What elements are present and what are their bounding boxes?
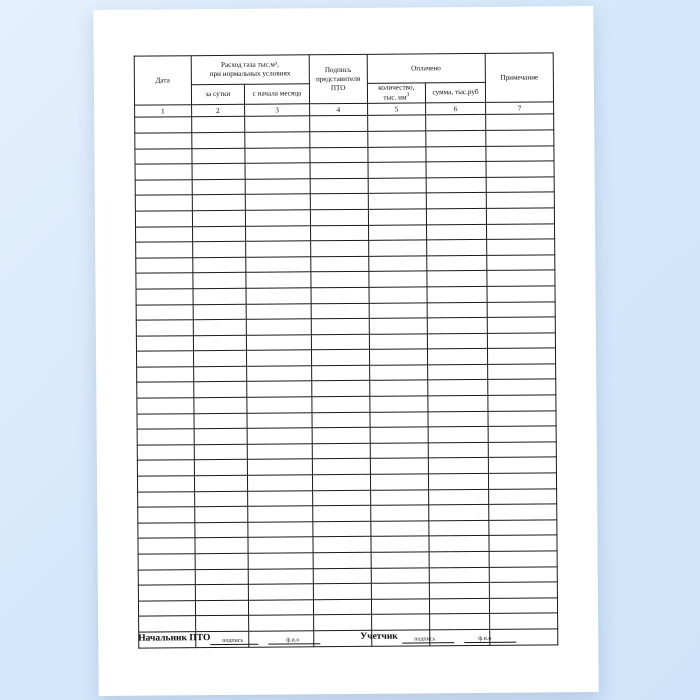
cell-col-1[interactable] xyxy=(137,460,194,476)
cell-col-5[interactable] xyxy=(368,224,427,240)
cell-col-1[interactable] xyxy=(138,507,195,523)
cell-col-3[interactable] xyxy=(245,194,310,210)
cell-col-4[interactable] xyxy=(312,396,370,412)
cell-col-5[interactable] xyxy=(370,489,429,505)
cell-col-5[interactable] xyxy=(370,427,429,443)
header-quantity-line2: тыс. нм xyxy=(383,93,407,103)
cell-col-2[interactable] xyxy=(191,132,245,148)
colnum-5: 5 xyxy=(367,103,426,115)
cell-col-3[interactable] xyxy=(247,475,312,491)
cell-col-5[interactable] xyxy=(369,380,428,396)
cell-col-1[interactable] xyxy=(137,398,194,414)
cell-col-6[interactable] xyxy=(429,473,489,489)
cell-col-5[interactable] xyxy=(367,146,426,162)
cell-col-3[interactable] xyxy=(247,444,312,460)
cell-col-4[interactable] xyxy=(310,147,368,163)
cell-col-1[interactable] xyxy=(138,538,195,554)
cell-col-3[interactable] xyxy=(246,288,311,304)
header-gas-line1: Расход газа тыс.м³, xyxy=(221,60,279,69)
paper-sheet xyxy=(93,6,598,696)
cell-col-1[interactable] xyxy=(135,164,192,180)
cell-col-5[interactable] xyxy=(367,115,426,131)
cell-col-4[interactable] xyxy=(310,162,368,178)
cell-col-4[interactable] xyxy=(313,568,371,584)
signature-footer xyxy=(138,624,558,661)
cell-col-3[interactable] xyxy=(248,537,313,553)
cell-col-3[interactable] xyxy=(246,241,311,257)
cell-col-6[interactable] xyxy=(426,115,486,131)
cell-col-1[interactable] xyxy=(138,554,195,570)
cell-col-5[interactable] xyxy=(368,178,427,194)
cell-col-1[interactable] xyxy=(138,585,195,601)
cell-col-7[interactable] xyxy=(489,566,557,582)
cell-col-3[interactable] xyxy=(247,397,312,413)
cell-col-5[interactable] xyxy=(370,521,429,537)
cell-col-7[interactable] xyxy=(488,488,556,504)
cell-col-1[interactable] xyxy=(135,195,192,211)
cell-col-4[interactable] xyxy=(313,537,371,553)
cell-col-6[interactable] xyxy=(426,177,486,193)
cell-col-6[interactable] xyxy=(427,208,487,224)
cell-col-6[interactable] xyxy=(428,411,488,427)
cell-col-7[interactable] xyxy=(487,348,555,364)
cell-col-3[interactable] xyxy=(247,428,312,444)
cell-col-2[interactable] xyxy=(194,413,248,429)
cell-col-4[interactable] xyxy=(313,552,371,568)
cell-col-7[interactable] xyxy=(488,379,556,395)
cell-col-1[interactable] xyxy=(135,117,192,133)
cell-col-4[interactable] xyxy=(310,194,368,210)
cell-col-1[interactable] xyxy=(137,367,194,383)
cell-col-6[interactable] xyxy=(428,349,488,365)
cell-col-1[interactable] xyxy=(135,133,192,149)
cell-col-4[interactable] xyxy=(311,287,369,303)
cell-col-5[interactable] xyxy=(368,256,427,272)
cell-col-1[interactable] xyxy=(137,413,194,429)
cell-col-5[interactable] xyxy=(371,583,430,599)
cell-col-6[interactable] xyxy=(427,255,487,271)
cell-col-1[interactable] xyxy=(136,289,193,305)
cell-col-1[interactable] xyxy=(136,335,193,351)
cell-col-7[interactable] xyxy=(487,255,555,271)
cell-col-2[interactable] xyxy=(191,148,245,164)
cell-col-2[interactable] xyxy=(193,335,247,351)
cell-col-1[interactable] xyxy=(136,351,193,367)
cell-col-3[interactable] xyxy=(245,163,310,179)
cell-col-5[interactable] xyxy=(369,287,428,303)
cell-col-4[interactable] xyxy=(311,240,369,256)
colnum-1: 1 xyxy=(135,105,192,117)
cell-col-2[interactable] xyxy=(194,491,248,507)
cell-col-7[interactable] xyxy=(487,317,555,333)
header-note: Примечание xyxy=(485,53,553,103)
cell-col-5[interactable] xyxy=(369,349,428,365)
cell-col-3[interactable] xyxy=(245,116,310,132)
cell-col-3[interactable] xyxy=(248,584,313,600)
cell-col-1[interactable] xyxy=(137,445,194,461)
cell-col-4[interactable] xyxy=(310,225,368,241)
cell-col-3[interactable] xyxy=(248,568,313,584)
cell-col-3[interactable] xyxy=(246,319,311,335)
cell-col-2[interactable] xyxy=(193,397,247,413)
colnum-4: 4 xyxy=(309,104,367,116)
cell-col-3[interactable] xyxy=(245,147,310,163)
cell-col-5[interactable] xyxy=(371,567,430,583)
cell-col-5[interactable] xyxy=(368,271,427,287)
table-head xyxy=(134,53,553,118)
cell-col-4[interactable] xyxy=(311,303,369,319)
cell-col-5[interactable] xyxy=(370,505,429,521)
cell-col-5[interactable] xyxy=(368,209,427,225)
cell-col-7[interactable] xyxy=(486,161,554,177)
cell-col-6[interactable] xyxy=(426,146,486,162)
cell-col-3[interactable] xyxy=(246,303,311,319)
cell-col-1[interactable] xyxy=(136,320,193,336)
header-pto-line1: Подпись xyxy=(324,65,352,74)
cell-col-4[interactable] xyxy=(310,131,368,147)
cell-col-7[interactable] xyxy=(488,442,556,458)
table-body xyxy=(135,114,558,647)
cell-col-4[interactable] xyxy=(310,209,368,225)
cell-col-3[interactable] xyxy=(245,225,310,241)
cell-col-2[interactable] xyxy=(192,273,246,289)
header-since-month: с начала месяца xyxy=(244,84,309,105)
cell-col-2[interactable] xyxy=(193,366,247,382)
cell-col-7[interactable] xyxy=(489,520,557,536)
cell-col-3[interactable] xyxy=(247,459,312,475)
cell-col-3[interactable] xyxy=(245,210,310,226)
cell-col-1[interactable] xyxy=(137,476,194,492)
cell-col-7[interactable] xyxy=(489,551,557,567)
cell-col-4[interactable] xyxy=(311,350,369,366)
cell-col-7[interactable] xyxy=(487,239,555,255)
cell-col-1[interactable] xyxy=(137,429,194,445)
cell-col-2[interactable] xyxy=(193,382,247,398)
cell-col-4[interactable] xyxy=(312,443,370,459)
cell-col-6[interactable] xyxy=(430,583,490,599)
header-date: Дата xyxy=(134,56,191,106)
cell-col-1[interactable] xyxy=(135,211,192,227)
cell-col-4[interactable] xyxy=(311,334,369,350)
header-pto-signature xyxy=(309,54,367,104)
cell-col-1[interactable] xyxy=(136,257,193,273)
cell-col-5[interactable] xyxy=(369,302,428,318)
header-quantity-sup: 3 xyxy=(406,92,410,99)
cell-col-6[interactable] xyxy=(429,505,489,521)
cell-col-2[interactable] xyxy=(192,210,246,226)
cell-col-7[interactable] xyxy=(487,270,555,286)
cell-col-6[interactable] xyxy=(429,489,489,505)
cell-col-5[interactable] xyxy=(368,193,427,209)
cell-col-7[interactable] xyxy=(487,333,555,349)
cell-col-6[interactable] xyxy=(428,395,488,411)
cell-col-6[interactable] xyxy=(429,551,489,567)
cell-col-1[interactable] xyxy=(136,304,193,320)
cell-col-2[interactable] xyxy=(195,569,249,585)
cell-col-6[interactable] xyxy=(427,317,487,333)
cell-col-2[interactable] xyxy=(193,304,247,320)
cell-col-2[interactable] xyxy=(193,288,247,304)
cell-col-7[interactable] xyxy=(486,114,554,130)
cell-col-1[interactable] xyxy=(135,148,192,164)
cell-col-4[interactable] xyxy=(313,599,371,615)
cell-col-5[interactable] xyxy=(370,536,429,552)
cell-col-6[interactable] xyxy=(428,333,488,349)
cell-col-7[interactable] xyxy=(487,301,555,317)
accountant-name-caption: ф.и.о xyxy=(478,635,492,642)
cell-col-4[interactable] xyxy=(311,318,369,334)
cell-col-6[interactable] xyxy=(429,520,489,536)
cell-col-2[interactable] xyxy=(191,117,245,133)
cell-col-1[interactable] xyxy=(136,273,193,289)
chief-pto-name-caption: ф.и.о xyxy=(286,637,300,644)
cell-col-4[interactable] xyxy=(312,428,370,444)
cell-col-6[interactable] xyxy=(427,286,487,302)
cell-col-7[interactable] xyxy=(489,582,557,598)
cell-col-1[interactable] xyxy=(138,523,195,539)
cell-col-6[interactable] xyxy=(428,380,488,396)
cell-col-5[interactable] xyxy=(369,396,428,412)
cell-col-3[interactable] xyxy=(248,553,313,569)
cell-col-7[interactable] xyxy=(487,364,555,380)
cell-col-4[interactable] xyxy=(311,272,369,288)
cell-col-5[interactable] xyxy=(368,162,427,178)
cell-col-5[interactable] xyxy=(371,552,430,568)
cell-col-1[interactable] xyxy=(137,382,194,398)
cell-col-7[interactable] xyxy=(489,504,557,520)
header-quantity xyxy=(367,83,426,104)
cell-col-6[interactable] xyxy=(427,271,487,287)
cell-col-1[interactable] xyxy=(136,226,193,242)
colnum-7: 7 xyxy=(485,102,553,115)
cell-col-5[interactable] xyxy=(370,458,429,474)
cell-col-6[interactable] xyxy=(427,240,487,256)
cell-col-4[interactable] xyxy=(312,381,370,397)
cell-col-7[interactable] xyxy=(486,145,554,161)
cell-col-2[interactable] xyxy=(194,475,248,491)
cell-col-6[interactable] xyxy=(428,442,488,458)
header-row-top xyxy=(134,53,553,85)
cell-col-7[interactable] xyxy=(486,208,554,224)
cell-col-4[interactable] xyxy=(313,490,371,506)
cell-col-4[interactable] xyxy=(313,584,371,600)
cell-col-6[interactable] xyxy=(429,567,489,583)
cell-col-6[interactable] xyxy=(428,427,488,443)
chief-pto-label: Начальник ПТО xyxy=(138,633,211,644)
cell-col-2[interactable] xyxy=(192,163,246,179)
cell-col-7[interactable] xyxy=(486,192,554,208)
cell-col-2[interactable] xyxy=(192,179,246,195)
header-sum: сумма, тыс.руб xyxy=(426,82,486,103)
header-paid-group: Оплачено xyxy=(367,53,486,83)
cell-col-7[interactable] xyxy=(486,223,554,239)
cell-col-5[interactable] xyxy=(370,474,429,490)
cell-col-4[interactable] xyxy=(312,412,370,428)
cell-col-6[interactable] xyxy=(426,162,486,178)
cell-col-2[interactable] xyxy=(194,522,248,538)
cell-col-1[interactable] xyxy=(136,242,193,258)
cell-col-2[interactable] xyxy=(194,444,248,460)
cell-col-6[interactable] xyxy=(426,130,486,146)
header-pto-line2: представителя xyxy=(315,74,361,83)
header-quantity-line1: количество, xyxy=(378,83,415,92)
cell-col-6[interactable] xyxy=(430,598,490,614)
chief-pto-sign-caption: подпись xyxy=(222,637,244,644)
cell-col-6[interactable] xyxy=(427,224,487,240)
cell-col-1[interactable] xyxy=(138,600,195,616)
cell-col-3[interactable] xyxy=(247,381,312,397)
header-per-day: за сутки xyxy=(191,84,245,105)
cell-col-2[interactable] xyxy=(194,507,248,523)
cell-col-3[interactable] xyxy=(246,350,311,366)
cell-col-3[interactable] xyxy=(247,412,312,428)
cell-col-2[interactable] xyxy=(195,584,249,600)
cell-col-5[interactable] xyxy=(371,599,430,615)
cell-col-4[interactable] xyxy=(313,521,371,537)
cell-col-4[interactable] xyxy=(310,116,368,132)
header-gas-line2: при нормальных условиях xyxy=(209,69,291,79)
cell-col-5[interactable] xyxy=(370,443,429,459)
cell-col-6[interactable] xyxy=(429,458,489,474)
cell-col-1[interactable] xyxy=(138,491,195,507)
cell-col-7[interactable] xyxy=(489,598,557,614)
cell-col-4[interactable] xyxy=(312,474,370,490)
cell-col-5[interactable] xyxy=(367,131,426,147)
accountant-label: Учетчик xyxy=(360,631,398,642)
cell-col-7[interactable] xyxy=(489,535,557,551)
cell-col-3[interactable] xyxy=(248,600,313,616)
cell-col-2[interactable] xyxy=(192,257,246,273)
cell-col-6[interactable] xyxy=(429,536,489,552)
cell-col-2[interactable] xyxy=(194,429,248,445)
colnum-3: 3 xyxy=(245,104,310,117)
cell-col-4[interactable] xyxy=(313,506,371,522)
cell-col-3[interactable] xyxy=(245,179,310,195)
cell-col-2[interactable] xyxy=(192,195,246,211)
cell-col-3[interactable] xyxy=(248,522,313,538)
cell-col-5[interactable] xyxy=(369,334,428,350)
cell-col-2[interactable] xyxy=(192,226,246,242)
accountant-signature-block xyxy=(360,625,516,644)
cell-col-5[interactable] xyxy=(370,412,429,428)
cell-col-3[interactable] xyxy=(248,506,313,522)
cell-col-2[interactable] xyxy=(194,460,248,476)
colnum-2: 2 xyxy=(191,105,244,117)
cell-col-2[interactable] xyxy=(193,319,247,335)
cell-col-3[interactable] xyxy=(246,257,311,273)
cell-col-5[interactable] xyxy=(368,240,427,256)
cell-col-1[interactable] xyxy=(135,179,192,195)
cell-col-3[interactable] xyxy=(246,334,311,350)
cell-col-7[interactable] xyxy=(488,426,556,442)
cell-col-4[interactable] xyxy=(312,365,370,381)
cell-col-6[interactable] xyxy=(426,193,486,209)
cell-col-2[interactable] xyxy=(195,538,249,554)
cell-col-3[interactable] xyxy=(246,272,311,288)
cell-col-7[interactable] xyxy=(487,286,555,302)
cell-col-7[interactable] xyxy=(488,395,556,411)
cell-col-4[interactable] xyxy=(311,256,369,272)
cell-col-7[interactable] xyxy=(486,130,554,146)
cell-col-2[interactable] xyxy=(195,600,249,616)
cell-col-6[interactable] xyxy=(427,302,487,318)
cell-col-4[interactable] xyxy=(310,178,368,194)
header-gas-group xyxy=(191,55,310,85)
cell-col-7[interactable] xyxy=(486,177,554,193)
cell-col-3[interactable] xyxy=(245,132,310,148)
cell-col-2[interactable] xyxy=(192,241,246,257)
accountant-sign-caption: подпись xyxy=(414,636,436,643)
cell-col-3[interactable] xyxy=(248,490,313,506)
form-body xyxy=(134,52,559,655)
cell-col-7[interactable] xyxy=(488,457,556,473)
cell-col-1[interactable] xyxy=(138,569,195,585)
cell-col-2[interactable] xyxy=(193,351,247,367)
cell-col-5[interactable] xyxy=(369,365,428,381)
cell-col-5[interactable] xyxy=(369,318,428,334)
cell-col-7[interactable] xyxy=(488,411,556,427)
cell-col-7[interactable] xyxy=(488,473,556,489)
cell-col-2[interactable] xyxy=(195,553,249,569)
cell-col-3[interactable] xyxy=(247,366,312,382)
cell-col-4[interactable] xyxy=(312,459,370,475)
cell-col-6[interactable] xyxy=(428,364,488,380)
register-table xyxy=(134,52,559,648)
header-pto-line3: ПТО xyxy=(330,83,346,92)
colnum-6: 6 xyxy=(426,103,486,115)
